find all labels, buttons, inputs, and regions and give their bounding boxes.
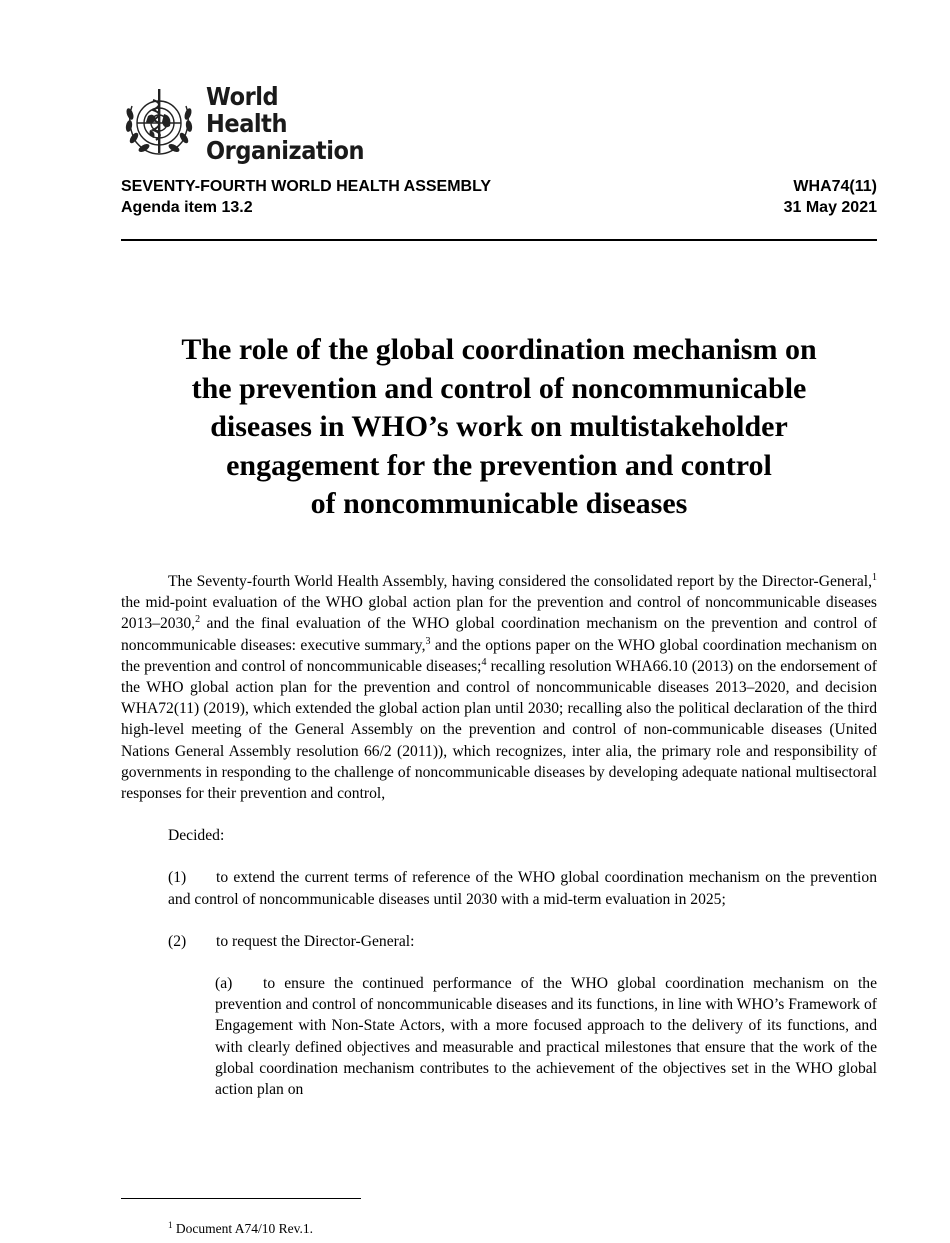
title-line: diseases in WHO’s work on multistakeholder: [210, 410, 788, 443]
item-number: (2): [168, 932, 187, 950]
footnote-ref[interactable]: 3: [425, 635, 431, 647]
decision-item-2: [168, 931, 877, 952]
item-number: (1): [168, 869, 187, 887]
footnote-ref[interactable]: 1: [872, 572, 877, 583]
assembly-name: SEVENTY-FOURTH WORLD HEALTH ASSEMBLY: [121, 178, 492, 195]
document-body: [121, 571, 877, 1100]
title-line: the prevention and control of noncommunicable: [191, 371, 807, 405]
item-text: to extend the current terms of reference of the WHO global coordination mechanism on the prevention and control of noncommunicable diseases until 2030 with a mid-term evaluation in 2025;: [168, 869, 877, 908]
decided-label: Decided:: [168, 827, 225, 845]
preamble-paragraph: The Seventy-fourth World Health Assembly, having considered the consolidated report by the Director-General,$^1$ the mid-point evaluation of the WHO global action plan for the prevention and control of noncommunicable diseases 2013–2030,$^2$ and the final evaluation of the WHO global coordination mechanism on the prevention and control of noncommunicable diseases: executive summary,$^3$ and the options paper on the WHO global coordination mechanism on the prevention and control of noncommunicable diseases;$^4$ recalling resolution WHA66.10 (2013) on the endorsement of the WHO global action plan for the prevention and control of noncommunicable diseases 2013–2020, and decision WHA72(11) (2019), which extended the global action plan until 2030; recalling also the political declaration of the third high-level meeting of the General Assembly on the prevention and control of non-communicable diseases (United Nations General Assembly resolution 66/2 (2011)), which recognizes, inter alia, the primary role and responsibility of governments in responding to the challenge of noncommunicable diseases by developing adequate national multisectoral responses for their prevention and control,: [121, 572, 877, 803]
item-text: to request the Director-General:: [216, 932, 415, 950]
agenda-item: Agenda item 13.2: [121, 199, 253, 216]
decision-item-1: [168, 867, 877, 909]
document-header: [121, 176, 877, 218]
who-wordmark: [206, 83, 364, 164]
footnote-ref[interactable]: 2: [195, 614, 201, 626]
footnote-1: [168, 1221, 313, 1237]
decision-subitem-a: [215, 973, 877, 1100]
document-number: WHA74(11): [793, 178, 877, 195]
subitem-letter: (a): [215, 975, 233, 993]
logo-line-2: Organization: [206, 135, 365, 165]
footnote-ref[interactable]: 4: [481, 656, 487, 668]
footnote-text: Document A74/10 Rev.1.: [172, 1221, 313, 1236]
title-line: of noncommunicable diseases: [310, 487, 688, 520]
header-divider: [121, 239, 877, 241]
document-title: [121, 331, 877, 524]
footnote-number: 1: [168, 1220, 173, 1230]
who-emblem-icon: [120, 86, 198, 160]
footnote-divider: [121, 1198, 361, 1199]
subitem-text: to ensure the continued performance of the WHO global coordination mechanism on the prevention and control of noncommunicable diseases and its functions, in line with WHO’s Framework of Engagement with Non-State Actors, with a more focused approach to the delivery of its functions, and with clearly defined objectives and measurable and practical milestones that ensure that the work of the global coordination mechanism contributes to the achievement of the objectives set in the WHO global action plan on: [215, 975, 877, 1099]
who-logo: [120, 81, 365, 165]
logo-line-1: World Health: [206, 81, 288, 138]
title-line: engagement for the prevention and control: [226, 448, 772, 482]
title-line: The role of the global coordination mechanism on: [181, 333, 817, 366]
document-date: 31 May 2021: [783, 199, 877, 216]
